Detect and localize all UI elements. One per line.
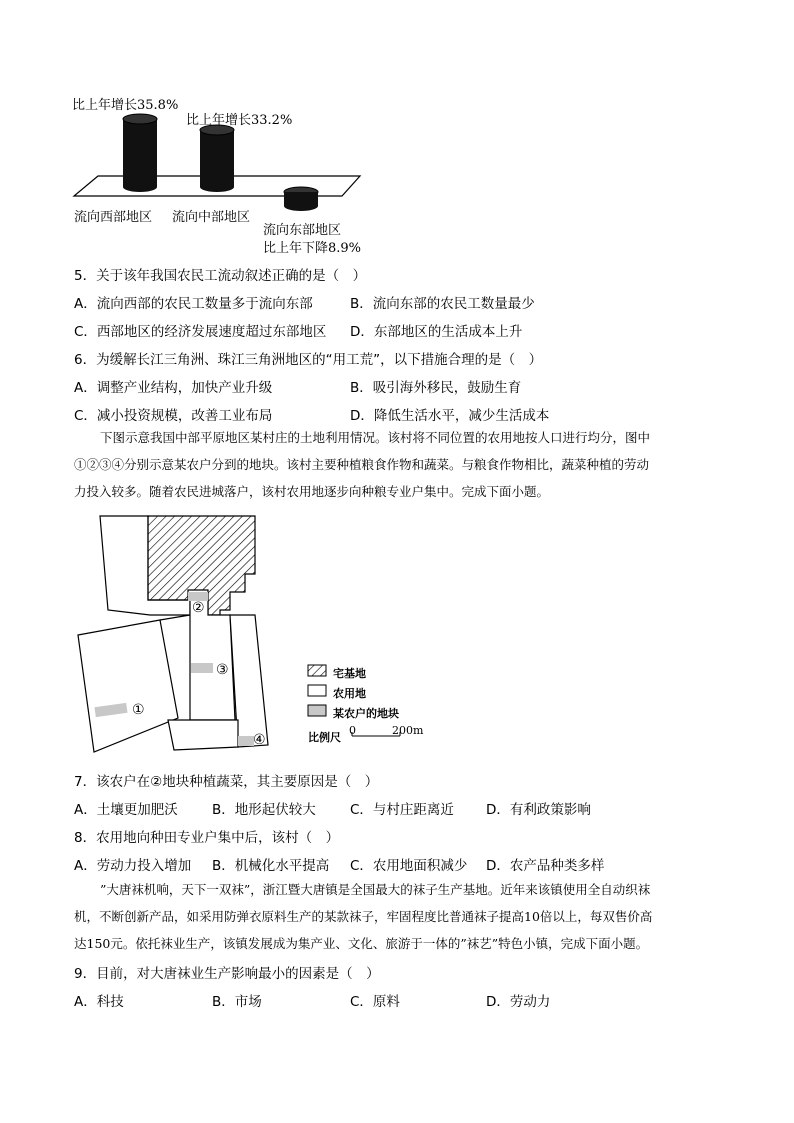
farmland-bottom (168, 720, 238, 750)
east-change-label: 比上年下降8.9% (263, 241, 362, 256)
q6-option-a[interactable]: A．调整产业结构，加快产业升级 (74, 380, 273, 396)
legend-homestead-label: 宅基地 (333, 667, 366, 680)
farmland-center (190, 600, 235, 720)
q6-stem: 6．为缓解长江三角洲、珠江三角洲地区的“用工荒”，以下措施合理的是（ ） (74, 352, 543, 368)
q9-option-b[interactable]: B．市场 (212, 994, 262, 1010)
q8-option-b[interactable]: B．机械化水平提高 (212, 858, 330, 874)
q9-option-d[interactable]: D．劳动力 (486, 994, 551, 1010)
plot-3-mark: ③ (216, 662, 229, 678)
q5-option-d[interactable]: D．东部地区的生活成本上升 (350, 324, 523, 340)
legend-homestead-swatch (308, 665, 326, 676)
scale-zero: 0 (349, 724, 356, 737)
q7-option-c[interactable]: C．与村庄距离近 (350, 802, 454, 818)
q5-option-b[interactable]: B．流向东部的农民工数量最少 (350, 296, 535, 312)
passage-village-line: 力投入较多。随着农民进城落户，该村农用地逐步向种粮专业户集中。完成下面小题。 (74, 484, 550, 499)
q6-option-d[interactable]: D．降低生活水平，减少生活成本 (350, 408, 550, 424)
q7-option-d[interactable]: D．有利政策影响 (486, 802, 591, 818)
q5-option-a[interactable]: A．流向西部的农民工数量多于流向东部 (74, 296, 313, 312)
bar-east (284, 187, 318, 211)
plot-2-mark: ② (192, 600, 205, 616)
q9-option-c[interactable]: C．原料 (350, 994, 400, 1010)
q8-option-d[interactable]: D．农产品种类多样 (486, 858, 605, 874)
plot-1-mark: ① (132, 702, 145, 718)
passage-village (74, 424, 720, 505)
passage-village-line: 下图示意我国中部平原地区某村庄的土地利用情况。该村将不同位置的农用地按人口进行均分，图中 (100, 430, 651, 445)
scale-value: 200m (392, 724, 424, 737)
central-change-label: 比上年增长33.2% (186, 113, 293, 128)
farmland-left (78, 620, 178, 752)
q5-option-c[interactable]: C．西部地区的经济发展速度超过东部地区 (74, 324, 327, 340)
q7-stem: 7．该农户在②地块种植蔬菜，其主要原因是（ ） (74, 774, 379, 790)
plot-4 (238, 736, 254, 746)
q8-option-c[interactable]: C．农用地面积减少 (350, 858, 468, 874)
q8-option-a[interactable]: A．劳动力投入增加 (74, 858, 192, 874)
q9-option-a[interactable]: A．科技 (74, 994, 124, 1010)
q7-option-b[interactable]: B．地形起伏较大 (212, 802, 316, 818)
central-name-label: 流向中部地区 (172, 210, 251, 225)
q7-option-a[interactable]: A．土壤更加肥沃 (74, 802, 178, 818)
plot-3 (191, 663, 213, 673)
q5-stem: 5．关于该年我国农民工流动叙述正确的是（ ） (74, 268, 367, 284)
legend-farmland-swatch (308, 685, 326, 696)
east-name-label: 流向东部地区 (263, 223, 342, 238)
q9-stem: 9．目前，对大唐袜业生产影响最小的因素是（ ） (74, 966, 380, 982)
q8-stem: 8．农用地向种田专业户集中后，该村（ ） (74, 830, 340, 846)
passage-village-line: ①②③④分别示意某农户分到的地块。该村主要种植粮食作物和蔬菜。与粮食作物相比，蔬菜种植的劳动 (74, 457, 650, 472)
plot-4-mark: ④ (253, 732, 266, 748)
q6-option-b[interactable]: B．吸引海外移民，鼓励生育 (350, 380, 522, 396)
q6-option-c[interactable]: C．减小投资规模，改善工业布局 (74, 408, 273, 424)
legend-farmland-label: 农用地 (333, 687, 366, 700)
west-name-label: 流向西部地区 (74, 210, 153, 225)
west-change-label: 比上年增长35.8% (72, 98, 179, 113)
bar-west (123, 114, 157, 192)
passage-socks-line: 机，不断创新产品，如采用防弹衣原料生产的某款袜子，牢固程度比普通袜子提高10倍以上，每双售价高 (74, 909, 653, 924)
passage-socks (74, 876, 720, 957)
legend-plot-swatch (308, 705, 326, 716)
legend-plot-label: 某农户的地块 (333, 707, 399, 720)
land-use-map (70, 510, 430, 760)
scale-label: 比例尺 (308, 731, 341, 744)
bar-central (200, 125, 234, 192)
passage-socks-line: ”大唐袜机响，天下一双袜”，浙江暨大唐镇是全国最大的袜子生产基地。近年来该镇使用全自动织袜 (100, 882, 651, 897)
passage-socks-line: 达150元。依托袜业生产，该镇发展成为集产业、文化、旅游于一体的”袜艺”特色小镇，完成下面小题。 (74, 936, 649, 951)
